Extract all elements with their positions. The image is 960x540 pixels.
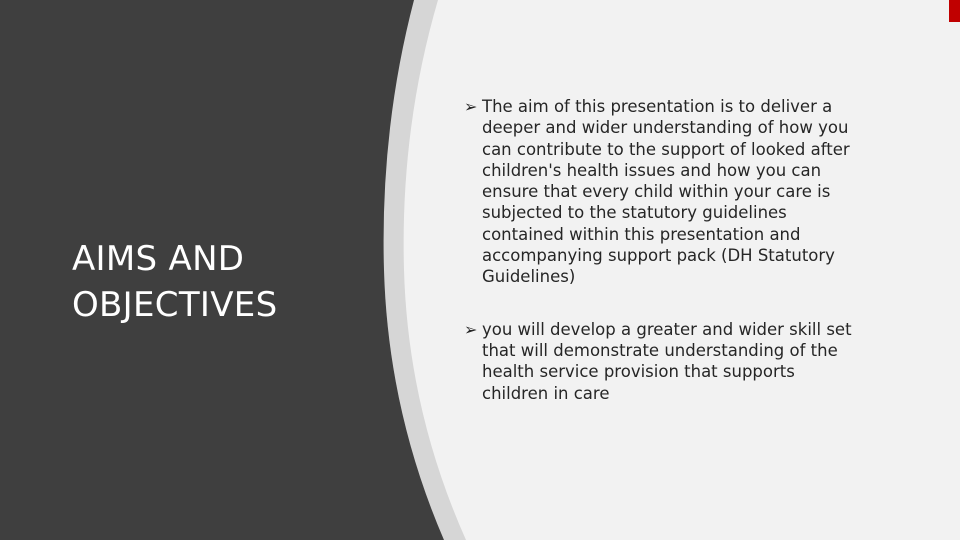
- bullet-text-line: subjected to the statutory guidelines: [482, 203, 787, 223]
- bullet-text-line: Guidelines): [482, 267, 576, 287]
- arrow-bullet-icon: ➢: [464, 97, 478, 116]
- bullet-item-skills: [464, 319, 904, 404]
- bullet-item-aim: [464, 96, 904, 288]
- bullet-text-line: accompanying support pack (DH Statutory: [482, 246, 835, 266]
- bullet-text-line: The aim of this presentation is to deliver a: [482, 97, 833, 116]
- bullet-text-line: children in care: [482, 383, 610, 403]
- slide-title-line: OBJECTIVES: [72, 285, 278, 325]
- bullet-text-line: deeper and wider understanding of how you: [482, 118, 849, 138]
- bullet-text-line: that will demonstrate understanding of the: [482, 340, 838, 360]
- bullet-text-line: can contribute to the support of looked after: [482, 139, 850, 159]
- bullet-list: [464, 96, 904, 404]
- arrow-bullet-icon: ➢: [464, 319, 478, 339]
- bullet-text-line: ensure that every child within your care is: [482, 182, 831, 202]
- bullet-text-line: you will develop a greater and wider skill set: [482, 319, 852, 339]
- bullet-text-line: health service provision that supports: [482, 362, 795, 382]
- slide-title-line: AIMS AND: [72, 239, 245, 279]
- red-accent-bar: [949, 0, 960, 22]
- slide-title: [72, 236, 372, 328]
- bullet-text-line: children's health issues and how you can: [482, 160, 822, 180]
- bullet-text-line: contained within this presentation and: [482, 224, 801, 244]
